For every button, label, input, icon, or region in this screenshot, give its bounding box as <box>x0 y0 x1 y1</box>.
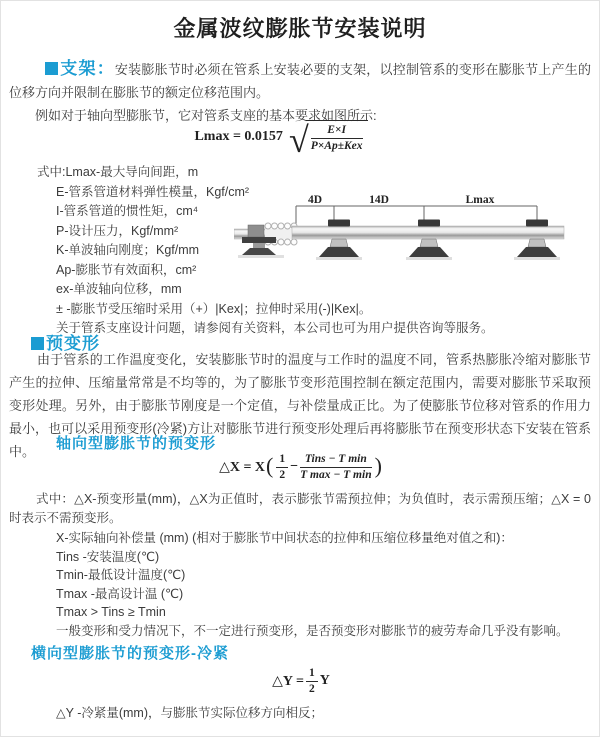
temperature-definitions-list <box>56 529 591 640</box>
formula-delta-x <box>1 452 600 483</box>
page-title: 金属波纹膨胀节安装说明 <box>173 16 427 41</box>
left-paren: ( <box>266 453 274 479</box>
support-section-heading: 支架： <box>60 59 115 78</box>
definition-line: I-管系管道的惯性矩，cm⁴ <box>56 204 199 218</box>
lateral-note-line: △Y -冷紧量(mm)，与膨胀节实际位移方向相反； <box>56 706 324 720</box>
definition-line: Tmax -最高设计温 (℃) <box>56 586 184 601</box>
definition-line: X-实际轴向补偿量 (mm) (相对于膨胀节中间状态的拉伸和压缩位移量绝对值之和)： <box>56 531 513 545</box>
formula-lmax-lhs: Lmax = 0.0157 <box>194 128 283 144</box>
definition-line: P-设计压力，Kgf/mm² <box>56 223 179 238</box>
pipe <box>292 226 564 239</box>
definition-line: Ap-膨胀节有效面积，cm² <box>56 262 197 277</box>
formula-dx-explanation: 式中：△X-预变形量(mm)，△X为正值时，表示膨张节需预拉伸；为负值时，表示需预压缩；△X = 0时表示不需预变形。 <box>9 492 591 525</box>
preform-body-paragraph: 由于管系的工作温度变化，安装膨胀节时的温度与工作时的温度不同，管系热膨胀冷缩对膨胀节产生的拉伸、压缩量常常是不均等的，为了膨胀节变形范围控制在额定范围内，需要对膨胀节采取预变形处理。另外，由于膨胀节刚度是一个定值，与补偿量成正比。为了使膨胀节位移对管系的作用力最小，也可以采用预变形(冷紧)方让对膨胀节进行预变形处理后再将膨胀节在预变形状态下安装在管系中。 <box>9 352 591 459</box>
guide-support <box>316 220 362 261</box>
minus-sign: − <box>290 459 299 475</box>
formula-dy-lhs: △Y = <box>272 673 304 689</box>
definition-line: 式中:Lmax-最大导向间距，m <box>37 165 199 179</box>
guide-support <box>406 220 452 261</box>
formula-lmax <box>0 119 581 160</box>
temperature-fraction <box>300 452 372 483</box>
fraction-denominator: 2 <box>308 682 315 695</box>
support-intro-text: 安装膨胀节时必须在管系上安装必要的支架，以控制管系的变形在膨胀节上产生的位移方向并限制在膨胀节的额定位移范围内。 <box>9 62 591 100</box>
dim-label-14d: 14D <box>369 194 389 206</box>
support-intro-paragraph <box>9 58 591 104</box>
dim-label-lmax: Lmax <box>465 194 495 206</box>
sqrt-radical <box>288 119 368 160</box>
pipe-support-diagram <box>234 193 598 265</box>
guide-support <box>514 220 560 261</box>
fraction-numerator: E×I <box>311 123 363 139</box>
formula-lmax-fraction <box>311 123 363 154</box>
formula-dx-lhs: △X = X <box>219 459 266 475</box>
support-example-line: 例如对于轴向型膨胀节，它对管系支座的基本要求如图所示: <box>35 108 377 123</box>
one-half-fraction <box>306 666 318 697</box>
definition-line: ± -膨胀节受压缩时采用（+）|Kex|；拉伸时采用(-)|Kex|。 <box>56 301 372 316</box>
preform-heading-label: 预变形 <box>46 334 100 353</box>
fraction-numerator: Tins − T min <box>300 452 372 468</box>
right-paren: ) <box>374 453 382 479</box>
axial-subsection-heading: 轴向型膨胀节的预变形 <box>56 435 217 452</box>
axial-note-line: 一般变形和受力情况下，不一定进行预变形，是否预变形对膨胀节的疲劳寿命几乎没有影响。 <box>56 623 569 638</box>
definition-line: Tmin-最低设计温度(℃) <box>56 568 186 582</box>
definition-line: K-单波轴向刚度；Kgf/mm <box>56 243 200 257</box>
definition-note: 关于管系支座设计问题，请参阅有关资料，本公司也可为用户提供咨询等服务。 <box>56 321 494 335</box>
fraction-denominator: 2 <box>279 468 286 481</box>
formula-dy-rhs: Y <box>319 673 330 689</box>
radical-sign-icon: √ <box>288 119 309 160</box>
lateral-subsection-heading: 横向型膨胀节的预变形-冷紧 <box>31 645 229 662</box>
fraction-denominator: T max − T min <box>300 468 372 481</box>
fraction-denominator: P×Ap±Kex <box>310 139 363 152</box>
definition-line: Tins -安装温度(℃) <box>56 549 160 564</box>
dim-label-4d: 4D <box>307 194 323 206</box>
radicand <box>306 120 368 154</box>
one-half-fraction <box>276 452 288 483</box>
formula-delta-y <box>1 666 600 697</box>
definition-line: Tmax > Tins ≥ Tmin <box>56 605 166 619</box>
fraction-numerator: 1 <box>306 666 318 682</box>
definition-line: E-管系管道材料弹性模量，Kgf/cm² <box>56 184 250 199</box>
fraction-numerator: 1 <box>276 452 288 468</box>
section-bullet-icon <box>45 62 58 75</box>
definition-line: ex-单波轴向位移，mm <box>56 282 182 296</box>
